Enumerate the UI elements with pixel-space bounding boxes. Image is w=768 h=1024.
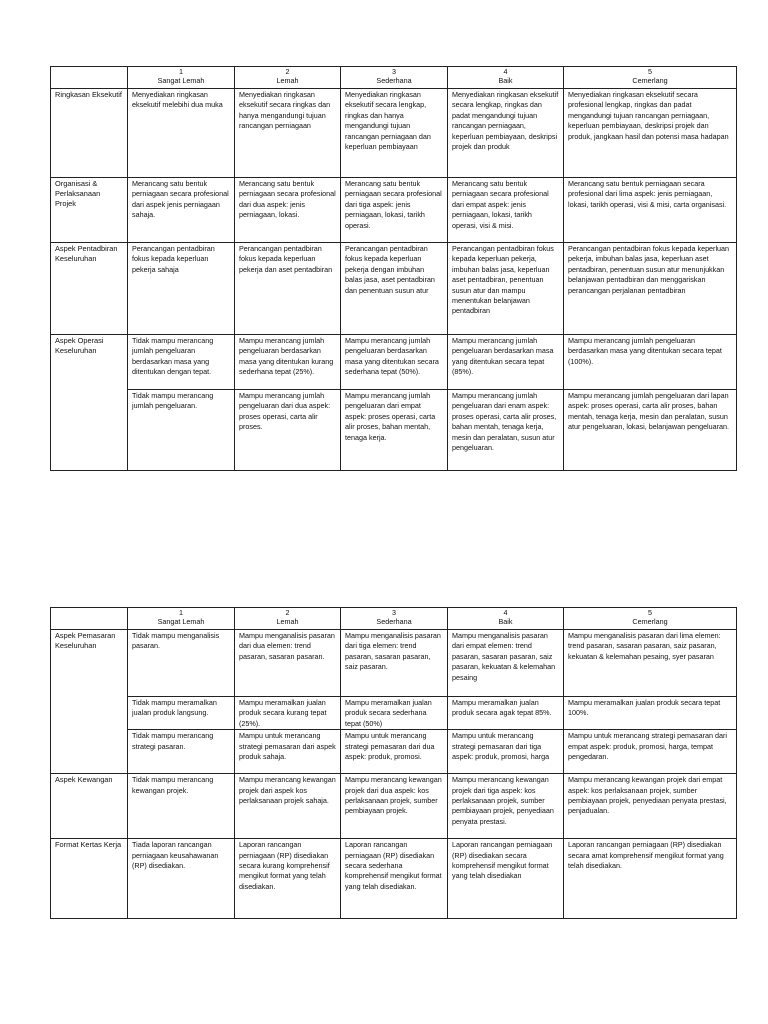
header-blank (51, 67, 128, 89)
score-cell: Menyediakan ringkasan eksekutif secara lengkap, ringkas dan hanya mengandungi tujuan rancangan perniagaan dan keperluan pembiayaan (341, 89, 448, 178)
criterion-cell: Aspek Pemasaran Keseluruhan (51, 630, 128, 774)
level-number: 1 (179, 67, 183, 76)
table-row (51, 89, 737, 178)
score-cell: Perancangan pentadbiran fokus kepada keperluan pekerja sahaja (128, 243, 235, 335)
score-cell: Mampu merancang kewangan projek dari tiga aspek: kos perlaksanaan projek, sumber pembiayaan projek, penyediaan penyata prestasi. (448, 774, 564, 839)
score-cell: Tidak mampu merancang kewangan projek. (128, 774, 235, 839)
score-cell: Mampu untuk merancang strategi pemasaran dari tiga aspek: produk, promosi, harga (448, 730, 564, 774)
level-label: Cemerlang (632, 616, 668, 626)
score-cell: Mampu merancang jumlah pengeluaran berdasarkan masa yang ditentukan kurang sederhana tepat (25%). (235, 335, 341, 390)
level-number: 4 (503, 608, 508, 617)
score-cell: Merancang satu bentuk perniagaan secara profesional dari tiga aspek: jenis perniagaan, lokasi, tarikh operasi. (341, 178, 448, 243)
score-cell: Tidak mampu merancang strategi pasaran. (128, 730, 235, 774)
score-cell: Merancang satu bentuk perniagaan secara profesional dari lima aspek: jenis perniagaan, lokasi, tarikh operasi, visi & misi, carta organisasi. (564, 178, 737, 243)
level-label: Sederhana (376, 616, 412, 626)
score-cell: Mampu menganalisis pasaran dari tiga elemen: trend pasaran, sasaran pasaran, saiz pasaran. (341, 630, 448, 697)
level-number: 3 (392, 608, 396, 617)
table-row (51, 774, 737, 839)
table-row (51, 335, 737, 390)
score-cell: Menyediakan ringkasan eksekutif secara profesional lengkap, ringkas dan padat mengandungi tujuan rancangan perniagaan, keperluan pembiayaan, deskripsi projek dan produk, jangkaan hasil dan potensi masa hadapan (564, 89, 737, 178)
score-cell: Mampu untuk merancang strategi pemasaran dari dua aspek: produk, promosi. (341, 730, 448, 774)
criterion-cell: Aspek Operasi Keseluruhan (51, 335, 128, 471)
score-cell: Tidak mampu meramalkan jualan produk langsung. (128, 697, 235, 730)
score-cell: Mampu merancang kewangan projek dari aspek kos perlaksanaan projek sahaja. (235, 774, 341, 839)
header-level-5 (564, 608, 737, 630)
table-row (51, 178, 737, 243)
score-cell: Mampu untuk merancang strategi pemasaran dari aspek produk sahaja. (235, 730, 341, 774)
table-row (51, 630, 737, 697)
score-cell: Laporan rancangan perniagaan (RP) disediakan secara komprehensif mengikut format yang telah disediakan (448, 839, 564, 919)
score-cell: Mampu meramalkan jualan produk secara sederhana tepat (50%) (341, 697, 448, 730)
score-cell: Perancangan pentadbiran fokus kepada keperluan pekerja dengan imbuhan balas jasa, aset pentadbiran dan penentuan susun atur (341, 243, 448, 335)
criterion-cell: Format Kertas Kerja (51, 839, 128, 919)
header-blank (51, 608, 128, 630)
level-label: Cemerlang (632, 75, 668, 85)
score-cell: Merancang satu bentuk perniagaan secara profesional dari empat aspek: jenis perniagaan, lokasi, tarikh operasi, visi & misi. (448, 178, 564, 243)
score-cell: Perancangan pentadbiran fokus kepada keperluan pekerja, imbuhan balas jasa, keperluan aset pentadbiran, penentuan susun atur dan mampu menentukan belanjawan pentadbiran (448, 243, 564, 335)
score-cell: Mampu merancang jumlah pengeluaran dari enam aspek: proses operasi, carta alir proses, bahan mentah, tenaga kerja, mesin dan peralatan, susun atur pengeluaran. (448, 390, 564, 471)
score-cell: Perancangan pentadbiran fokus kepada keperluan pekerja, imbuhan balas jasa, keperluan aset pentadbiran, penentuan susun atur menunjukkan belanjawan pentadbiran dan menggariskan perancangan perjalanan pentadbiran (564, 243, 737, 335)
score-cell: Mampu merancang kewangan projek dari dua aspek: kos perlaksanaan projek, sumber pembiayaan projek. (341, 774, 448, 839)
header-level-3 (341, 67, 448, 89)
score-cell: Menyediakan ringkasan eksekutif secara ringkas dan hanya mengandungi tujuan rancangan perniagaan (235, 89, 341, 178)
score-cell: Tidak mampu menganalisis pasaran. (128, 630, 235, 697)
header-level-5 (564, 67, 737, 89)
score-cell: Mampu merancang jumlah pengeluaran dari lapan aspek: proses operasi, carta alir proses, bahan mentah, tenaga kerja, mesin dan peralatan, susun atur pengeluaran, lokasi, belanjawan pengeluaran. (564, 390, 737, 471)
header-level-1 (128, 67, 235, 89)
table-row (51, 839, 737, 919)
table-row (51, 697, 737, 730)
score-cell: Mampu merancang kewangan projek dari empat aspek: kos perlaksanaan projek, sumber pembiayaan projek, penyediaan penyata prestasi, penjadualan. (564, 774, 737, 839)
score-cell: Mampu menganalisis pasaran dari dua elemen: trend pasaran, sasaran pasaran. (235, 630, 341, 697)
criterion-cell: Ringkasan Eksekutif (51, 89, 128, 178)
score-cell: Mampu merancang jumlah pengeluaran berdasarkan masa yang ditentukan secara tepat (100%). (564, 335, 737, 390)
score-cell: Merancang satu bentuk perniagaan secara profesional dari aspek jenis perniagaan sahaja. (128, 178, 235, 243)
score-cell: Merancang satu bentuk perniagaan secara profesional dari dua aspek: jenis perniagaan, lokasi. (235, 178, 341, 243)
criterion-cell: Organisasi & Perlaksanaan Projek (51, 178, 128, 243)
level-number: 2 (285, 608, 290, 617)
level-label: Lemah (276, 75, 299, 85)
header-level-2 (235, 608, 341, 630)
header-level-4 (448, 67, 564, 89)
score-cell: Menyediakan ringkasan eksekutif secara lengkap, ringkas dan padat mengandungi tujuan rancangan perniagaan, keperluan pembiayaan, deskripsi projek dan produk (448, 89, 564, 178)
score-cell: Mampu meramalkan jualan produk secara agak tepat 85%. (448, 697, 564, 730)
score-cell: Tidak mampu merancang jumlah pengeluaran berdasarkan masa yang ditentukan dengan tepat. (128, 335, 235, 390)
header-level-4 (448, 608, 564, 630)
score-cell: Laporan rancangan perniagaan (RP) disediakan secara sederhana komprehensif mengikut format yang telah disediakan. (341, 839, 448, 919)
level-number: 5 (648, 67, 652, 76)
level-number: 2 (285, 67, 290, 76)
level-number: 4 (503, 67, 508, 76)
level-label: Sederhana (376, 75, 412, 85)
table-row (51, 243, 737, 335)
score-cell: Mampu untuk merancang strategi pemasaran dari empat aspek: produk, promosi, harga, tempat pengedaran. (564, 730, 737, 774)
score-cell: Mampu merancang jumlah pengeluaran dari dua aspek: proses operasi, carta alir proses. (235, 390, 341, 471)
score-cell: Mampu merancang jumlah pengeluaran berdasarkan masa yang ditentukan secara tepat (85%). (448, 335, 564, 390)
score-cell: Mampu merancang jumlah pengeluaran berdasarkan masa yang ditentukan secara sederhana tepat (50%). (341, 335, 448, 390)
level-number: 5 (648, 608, 652, 617)
score-cell: Perancangan pentadbiran fokus kepada keperluan pekerja dan aset pentadbiran (235, 243, 341, 335)
table-row (51, 390, 737, 471)
level-label: Lemah (276, 616, 299, 626)
score-cell: Laporan rancangan perniagaan (RP) disediakan secara amat komprehensif mengikut format yang telah disediakan. (564, 839, 737, 919)
score-cell: Mampu meramalkan jualan produk secara kurang tepat (25%). (235, 697, 341, 730)
table-row (51, 730, 737, 774)
level-label: Sangat Lemah (157, 75, 205, 85)
score-cell: Menyediakan ringkasan eksekutif melebihi dua muka (128, 89, 235, 178)
level-number: 3 (392, 67, 396, 76)
level-number: 1 (179, 608, 183, 617)
level-label: Baik (498, 75, 513, 85)
score-cell: Tiada laporan rancangan perniagaan keusahawanan (RP) disediakan. (128, 839, 235, 919)
score-cell: Mampu menganalisis pasaran dari lima elemen: trend pasaran, sasaran pasaran, saiz pasaran, kekuatan & kelemahan pesaing, syer pasaran (564, 630, 737, 697)
header-row (51, 67, 737, 89)
criterion-cell: Aspek Kewangan (51, 774, 128, 839)
header-level-3 (341, 608, 448, 630)
header-level-1 (128, 608, 235, 630)
level-label: Baik (498, 616, 513, 626)
header-row (51, 608, 737, 630)
criterion-cell: Aspek Pentadbiran Keseluruhan (51, 243, 128, 335)
score-cell: Laporan rancangan perniagaan (RP) disediakan secara kurang komprehensif mengikut format yang telah disediakan. (235, 839, 341, 919)
header-level-2 (235, 67, 341, 89)
score-cell: Mampu meramalkan jualan produk secara tepat 100%. (564, 697, 737, 730)
rubric-table-1 (50, 66, 737, 471)
rubric-table-2 (50, 607, 737, 919)
score-cell: Mampu menganalisis pasaran dari empat elemen: trend pasaran, sasaran pasaran, saiz pasaran, kekuatan & kelemahan pesaing (448, 630, 564, 697)
score-cell: Tidak mampu merancang jumlah pengeluaran. (128, 390, 235, 471)
score-cell: Mampu merancang jumlah pengeluaran dari empat aspek: proses operasi, carta alir proses, bahan mentah, tenaga kerja. (341, 390, 448, 471)
level-label: Sangat Lemah (157, 616, 205, 626)
